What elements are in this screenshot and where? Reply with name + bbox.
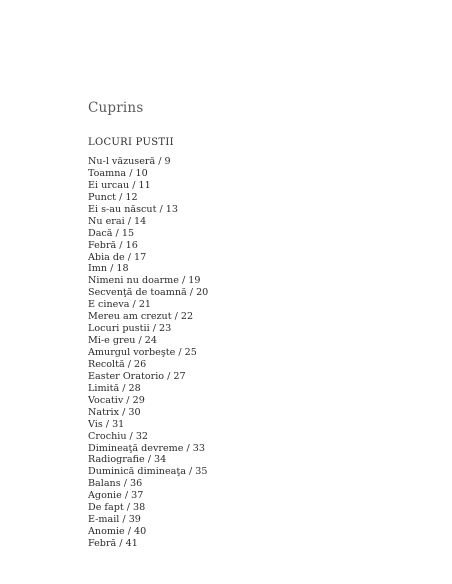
toc-entry: Nimeni nu doarme / 19	[88, 275, 201, 287]
toc-entry: De fapt / 38	[88, 502, 146, 514]
toc-entry: Secvenţă de toamnă / 20	[88, 287, 209, 299]
toc-entry: Duminică dimineaţa / 35	[88, 466, 208, 478]
toc-entry: Mereu am crezut / 22	[88, 311, 194, 323]
toc-entry: Vis / 31	[88, 418, 125, 430]
toc-entry: Natrix / 30	[88, 406, 141, 418]
toc-entry: Easter Oratorio / 27	[88, 370, 186, 382]
toc-entry: Dacă / 15	[88, 227, 135, 239]
toc-entry: Imn / 18	[88, 263, 129, 275]
toc-entry: Ei s-au născut / 13	[88, 203, 179, 215]
section-heading: LOCURI PUSTII	[88, 137, 174, 148]
toc-entry: Anomie / 40	[88, 526, 147, 538]
toc-entry: Mi-e greu / 24	[88, 335, 157, 347]
toc-entry: Vocativ / 29	[88, 394, 145, 406]
toc-entry: Amurgul vorbeşte / 25	[88, 347, 197, 358]
toc-entry: Febră / 41	[88, 538, 138, 549]
toc-entry: E cineva / 21	[88, 299, 152, 311]
toc-entry: Locuri pustii / 23	[88, 323, 172, 335]
toc-entry: Dimineaţă devreme / 33	[88, 442, 205, 454]
toc-entry: Nu erai / 14	[88, 215, 147, 227]
toc-entry: Abia de / 17	[88, 251, 147, 263]
table-of-contents	[88, 156, 208, 550]
toc-entry: Nu-l văzuseră / 9	[88, 156, 171, 167]
toc-entry: Balans / 36	[88, 478, 143, 490]
toc-entry: Agonie / 37	[88, 490, 144, 502]
toc-entry: Ei urcau / 11	[88, 179, 151, 191]
page-title: Cuprins	[88, 100, 144, 116]
toc-entry: Recoltă / 26	[88, 358, 147, 370]
toc-entry: Crochiu / 32	[88, 430, 149, 442]
toc-entry: Punct / 12	[88, 191, 138, 203]
toc-entry: Toamna / 10	[88, 167, 148, 179]
toc-entry: Limită / 28	[88, 382, 141, 394]
toc-entry: Febră / 16	[88, 239, 138, 251]
toc-entry: Radiografie / 34	[88, 454, 167, 466]
toc-entry: E-mail / 39	[88, 514, 141, 526]
